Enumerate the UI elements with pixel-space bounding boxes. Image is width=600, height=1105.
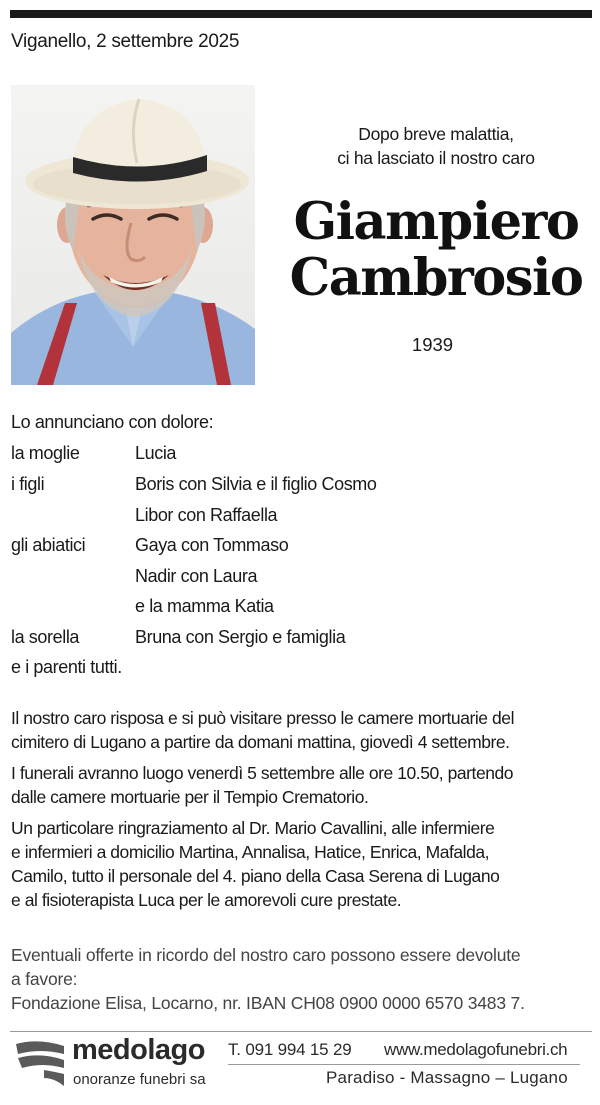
family-relation: gli abiatici: [11, 535, 86, 555]
funeral-paragraph: [11, 761, 596, 809]
family-names: Bruna con Sergio e famiglia: [135, 627, 346, 647]
last-name: Cambrosio: [289, 248, 583, 308]
family-names: Nadir con Laura: [135, 566, 258, 586]
paragraph-line: cimitero di Lugano a partire da domani mattina, giovedì 4 settembre.: [11, 732, 510, 752]
deceased-name: [286, 194, 586, 306]
paragraph-line: Camilo, tutto il personale del 4. piano della Casa Serena di Lugano: [11, 866, 500, 886]
paragraph-line: Il nostro caro risposa e si può visitare presso le camere mortuarie del: [11, 708, 515, 728]
brand-tagline: onoranze funebri sa: [73, 1071, 206, 1088]
paragraph-line: e al fisioterapista Luca per le amorevoli cure prestate.: [11, 890, 402, 910]
portrait-photo: [11, 85, 255, 385]
family-relation: i figli: [11, 474, 45, 494]
contact-rule: [228, 1064, 580, 1065]
paragraph-line: Un particolare ringraziamento al Dr. Mario Cavallini, alle infermiere: [11, 818, 495, 838]
paragraph-line: Eventuali offerte in ricordo del nostro caro possono essere devolute: [11, 945, 521, 965]
family-relation: la moglie: [11, 443, 80, 463]
family-names: Lucia: [135, 443, 177, 463]
medolago-logo-icon: [14, 1038, 66, 1088]
donations-paragraph: [11, 943, 596, 1015]
paragraph-line: a favore:: [11, 969, 78, 989]
thanks-paragraph: [11, 816, 596, 912]
family-names: Boris con Silvia e il figlio Cosmo: [135, 474, 377, 494]
top-rule: [10, 10, 592, 18]
brand-name: medolago: [72, 1034, 205, 1066]
first-name: Giampiero: [293, 192, 579, 252]
birth-year: 1939: [411, 334, 454, 355]
visitation-paragraph: [11, 706, 596, 754]
website-link[interactable]: www.medolagofunebri.ch: [384, 1040, 568, 1059]
phone-number[interactable]: T. 091 994 15 29: [228, 1040, 352, 1059]
place-date: Viganello, 2 settembre 2025: [11, 31, 240, 52]
announce-line: Lo annunciano con dolore:: [11, 412, 214, 432]
family-closing: e i parenti tutti.: [11, 657, 122, 677]
family-relation: la sorella: [11, 627, 80, 647]
paragraph-line: dalle camere mortuarie per il Tempio Crematorio.: [11, 787, 369, 807]
family-names: e la mamma Katia: [135, 596, 274, 616]
paragraph-line: e infermieri a domicilio Martina, Annalisa, Hatice, Enrica, Mafalda,: [11, 842, 490, 862]
family-names: Gaya con Tommaso: [135, 535, 289, 555]
footer-rule: [10, 1031, 592, 1032]
paragraph-line: I funerali avranno luogo venerdì 5 settembre alle ore 10.50, partendo: [11, 763, 514, 783]
intro-line: Dopo breve malattia,: [358, 124, 514, 144]
intro-line: ci ha lasciato il nostro caro: [337, 148, 535, 168]
family-names: Libor con Raffaella: [135, 505, 278, 525]
paragraph-line: Fondazione Elisa, Locarno, nr. IBAN CH08 0900 0000 6570 3483 7.: [11, 993, 525, 1013]
locations: Paradiso - Massagno – Lugano: [326, 1068, 568, 1087]
intro-text: [300, 122, 572, 170]
